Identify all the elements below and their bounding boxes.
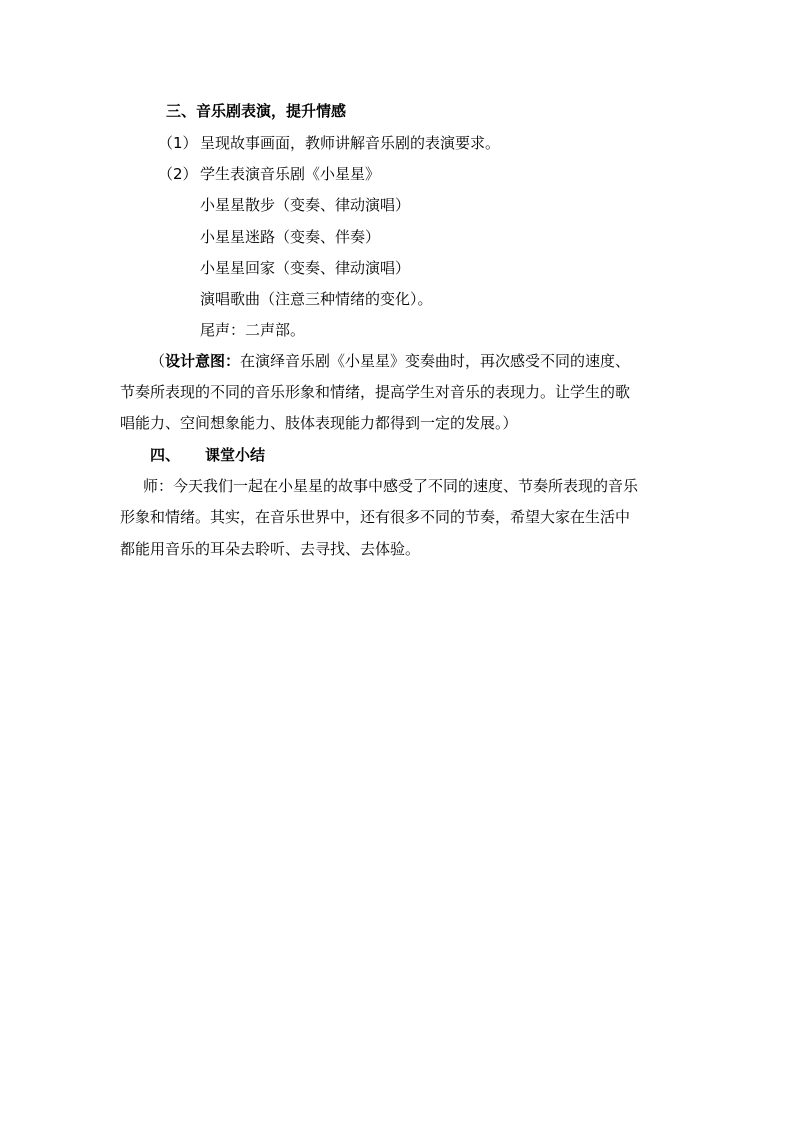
sub-item-lost: 小星星迷路（变奏、伴奏） bbox=[200, 228, 381, 246]
design-intent-line-3: 唱能力、空间想象能力、肢体表现能力都得到一定的发展。） bbox=[120, 414, 518, 432]
section4-title: 课堂小结 bbox=[205, 446, 266, 464]
design-intent-label: 设计意图： bbox=[165, 352, 241, 370]
list-item-1-number: （1） bbox=[158, 134, 198, 152]
sub-item-coda: 尾声：二声部。 bbox=[200, 321, 306, 339]
design-intent-line-1 bbox=[150, 351, 630, 371]
section4-number: 四、 bbox=[150, 446, 181, 464]
summary-line-1: 师：今天我们一起在小星星的故事中感受了不同的速度、节奏所表现的音乐 bbox=[143, 477, 639, 495]
section3-heading: 三、音乐剧表演，提升情感 bbox=[166, 102, 347, 120]
summary-line-2: 形象和情绪。其实，在音乐世界中，还有很多不同的节奏，希望大家在生活中 bbox=[120, 508, 631, 526]
list-item-1 bbox=[158, 133, 500, 153]
summary-line-3: 都能用音乐的耳朵去聆听、去寻找、去体验。 bbox=[120, 540, 421, 558]
design-intent-open-paren: （ bbox=[150, 352, 166, 370]
section4-heading bbox=[150, 445, 265, 465]
sub-item-sing: 演唱歌曲（注意三种情绪的变化）。 bbox=[200, 290, 433, 308]
design-intent-line-2: 节奏所表现的不同的音乐形象和情绪，提高学生对音乐的表现力。让学生的歌 bbox=[120, 383, 631, 401]
sub-item-home: 小星星回家（变奏、律动演唱） bbox=[200, 259, 411, 277]
list-item-2-text: 学生表演音乐剧《小星星》 bbox=[200, 165, 381, 183]
design-intent-text-1: 在演绎音乐剧《小星星》变奏曲时，再次感受不同的速度、 bbox=[240, 352, 631, 370]
list-item-2-number: （2） bbox=[158, 165, 198, 183]
list-item-2 bbox=[158, 164, 380, 184]
list-item-1-text: 呈现故事画面，教师讲解音乐剧的表演要求。 bbox=[200, 134, 501, 152]
sub-item-walk: 小星星散步（变奏、律动演唱） bbox=[200, 196, 411, 214]
